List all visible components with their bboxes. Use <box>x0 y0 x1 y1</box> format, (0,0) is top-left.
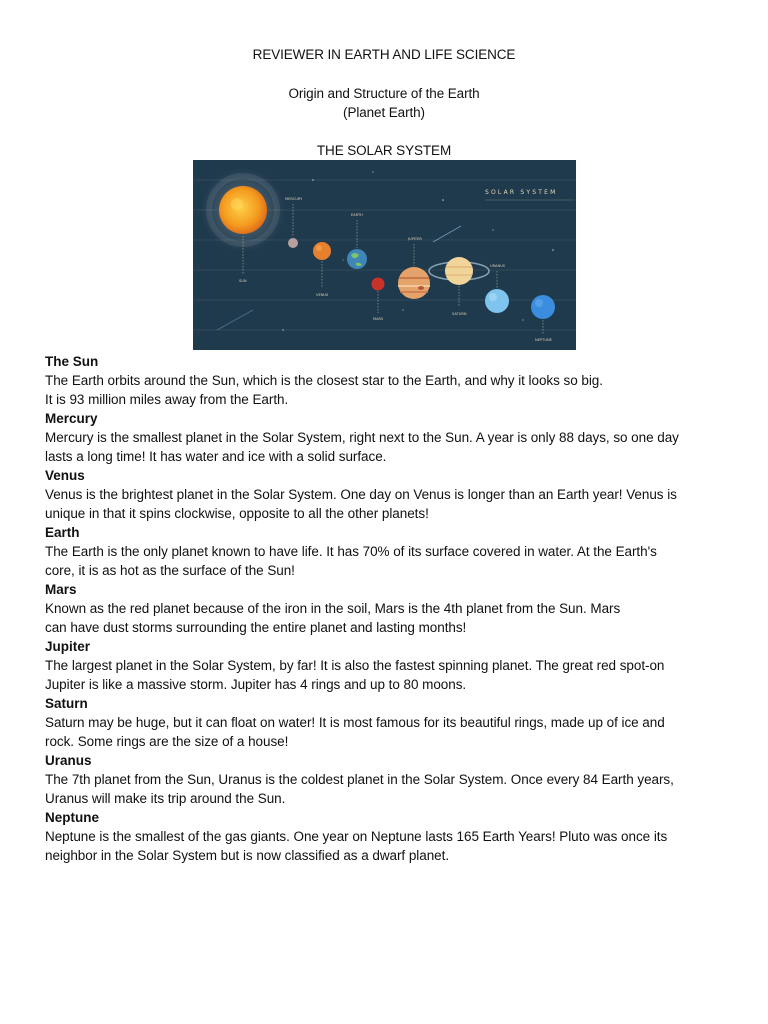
entry-text: Mercury is the smallest planet in the Solar System, right next to the Sun. A year is only 88 days, so one day lasts a long time! It has water and ice with a solid surface. <box>45 430 679 464</box>
entry-heading: Mars <box>45 582 77 597</box>
entry-uranus <box>45 751 735 808</box>
document-subtitle-secondary: (Planet Earth) <box>343 105 425 120</box>
entry-heading: Earth <box>45 525 80 540</box>
neptune-label: NEPTUNE <box>535 338 552 342</box>
entry-neptune <box>45 808 735 865</box>
entry-text: Venus is the brightest planet in the Solar System. One day on Venus is longer than an Earth year! Venus is unique in that it spins clockwise, opposite to all the other planets! <box>45 487 677 521</box>
mars-label: MARS <box>373 317 384 321</box>
entry-text: Neptune is the smallest of the gas giants. One year on Neptune lasts 165 Earth Years! Pluto was once its neighbor in the Solar System but is now classified as a dwarf planet. <box>45 829 668 863</box>
entry-heading: Venus <box>45 468 85 483</box>
jupiter-label: JUPITER <box>408 237 422 241</box>
sun-planet <box>219 186 267 234</box>
entry-text: The Earth orbits around the Sun, which is the closest star to the Earth, and why it looks so big. It is 93 million miles away from the Earth. <box>45 373 603 407</box>
earth-label: EARTH <box>351 213 363 217</box>
entry-text: Known as the red planet because of the iron in the soil, Mars is the 4th planet from the Sun. Mars can have dust storms surrounding the entire planet and lasting months! <box>45 601 621 635</box>
mercury-label: MERCURY <box>285 197 303 201</box>
entry-heading: Mercury <box>45 411 98 426</box>
entry-heading: Jupiter <box>45 639 91 654</box>
entry-heading: Uranus <box>45 753 92 768</box>
entry-saturn <box>45 694 735 751</box>
entry-text: The Earth is the only planet known to have life. It has 70% of its surface covered in water. At the Earth's core, it is as hot as the surface of the Sun! <box>45 544 657 578</box>
venus-label: VENUS <box>316 293 329 297</box>
solar-system-illustration <box>193 160 576 350</box>
figure-caption: SOLAR SYSTEM <box>485 189 558 196</box>
planet-descriptions <box>45 352 735 865</box>
uranus-planet <box>485 289 509 313</box>
neptune-planet <box>531 295 555 319</box>
saturn-planet <box>445 257 473 285</box>
entry-jupiter <box>45 637 735 694</box>
entry-text: Saturn may be huge, but it can float on water! It is most famous for its beautiful rings, made up of ice and rock. Some rings are the size of a house! <box>45 715 665 749</box>
entry-text: The 7th planet from the Sun, Uranus is the coldest planet in the Solar System. Once every 84 Earth years, Uranus will make its trip around the Sun. <box>45 772 674 806</box>
mercury-planet <box>288 238 298 248</box>
saturn-label: SATURN <box>452 312 467 316</box>
document-title: REVIEWER IN EARTH AND LIFE SCIENCE <box>252 47 516 62</box>
document-subtitle: Origin and Structure of the Earth <box>288 86 480 101</box>
entry-earth <box>45 523 735 580</box>
sun-label: SUN <box>239 279 247 283</box>
uranus-label: URANUS <box>490 264 506 268</box>
section-title: THE SOLAR SYSTEM <box>316 143 452 158</box>
earth-planet <box>347 249 367 269</box>
entry-mars <box>45 580 735 637</box>
entry-sun <box>45 352 735 409</box>
entry-mercury <box>45 409 735 466</box>
entry-heading: The Sun <box>45 354 99 369</box>
entry-venus <box>45 466 735 523</box>
jupiter-planet <box>398 267 430 299</box>
entry-text: The largest planet in the Solar System, by far! It is also the fastest spinning planet. The great red spot-on Jupiter is like a massive storm. Jupiter has 4 rings and up to 80 moons. <box>45 658 665 692</box>
mars-planet <box>372 278 385 291</box>
entry-heading: Saturn <box>45 696 88 711</box>
venus-planet <box>313 242 331 260</box>
entry-heading: Neptune <box>45 810 99 825</box>
